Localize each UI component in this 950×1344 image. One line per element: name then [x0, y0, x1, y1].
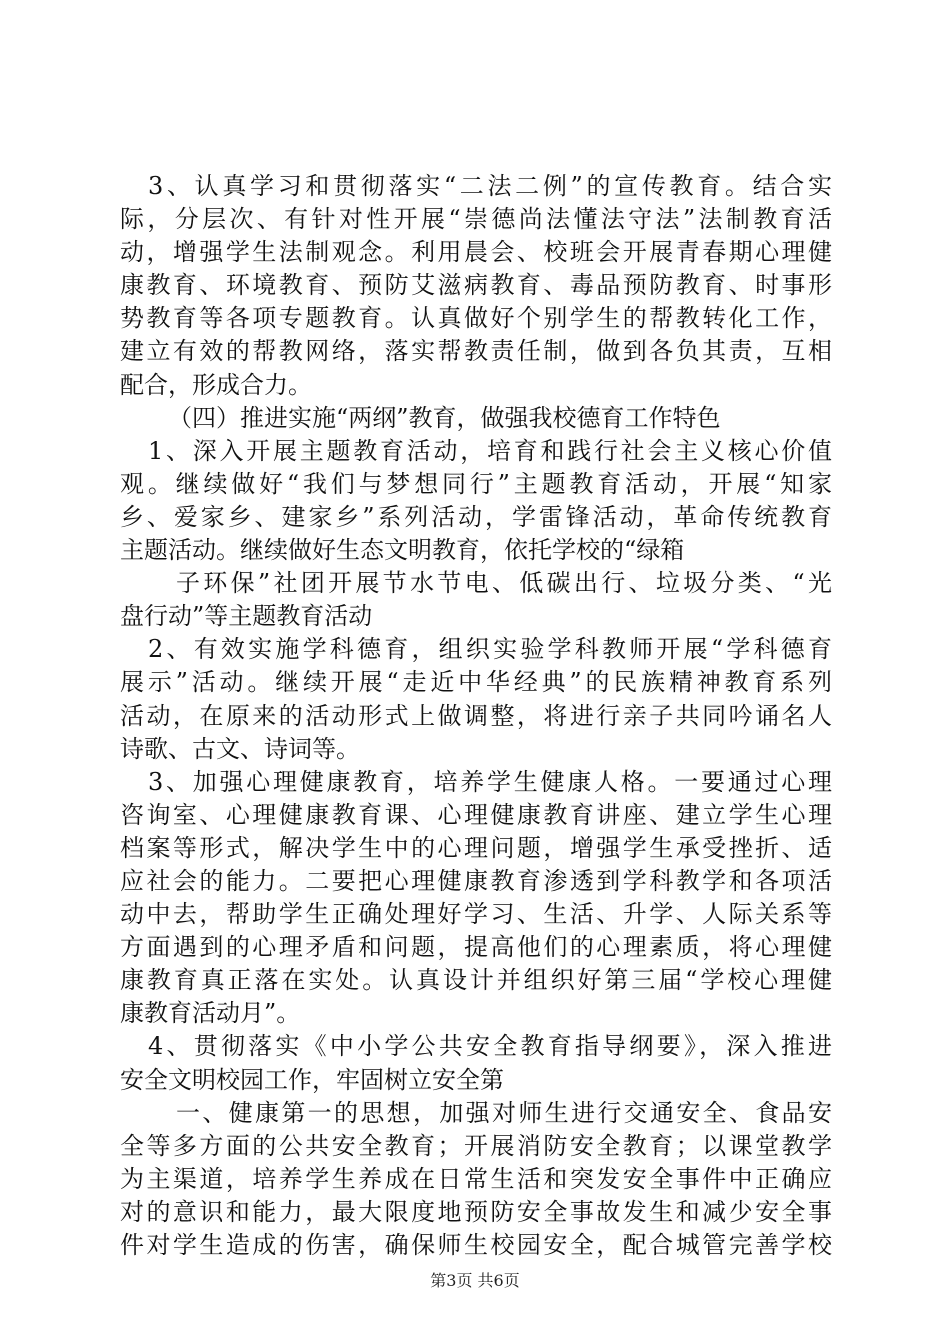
text-line: 展示”活动。继续开展“走近中华经典”的民族精神教育系列 [120, 668, 832, 697]
text-line: 乡、爱家乡、建家乡”系列活动，学雷锋活动，革命传统教育 [120, 502, 832, 531]
text-line: 4、贯彻落实《中小学公共安全教育指导纲要》，深入推进 [148, 1032, 832, 1061]
text-line: 观。继续做好“我们与梦想同行”主题教育活动，开展“知家 [120, 469, 832, 498]
text-line: 3、加强心理健康教育，培养学生健康人格。一要通过心理 [148, 767, 832, 796]
text-line: 活动，在原来的活动形式上做调整，将进行亲子共同吟诵名人 [120, 701, 832, 730]
text-line: 动，增强学生法制观念。利用晨会、校班会开展青春期心理健 [120, 238, 832, 267]
page-footer: 第3页 共6页 [430, 1271, 520, 1290]
text-line: 应社会的能力。二要把心理健康教育渗透到学科教学和各项活 [120, 866, 832, 895]
text-line: 诗歌、古文、诗词等。 [120, 734, 360, 763]
text-line: 为主渠道，培养学生养成在日常生活和突发安全事件中正确应 [120, 1164, 832, 1193]
text-line: 全等多方面的公共安全教育；开展消防安全教育；以课堂教学 [120, 1131, 832, 1160]
text-line: 档案等形式，解决学生中的心理问题，增强学生承受挫折、适 [120, 833, 832, 862]
text-line: 1、深入开展主题教育活动，培育和践行社会主义核心价值 [148, 436, 832, 465]
text-line: 3、认真学习和贯彻落实“二法二例”的宣传教育。结合实 [148, 172, 832, 200]
text-line: 势教育等各项专题教育。认真做好个别学生的帮教转化工作， [120, 304, 832, 333]
text-line: 子环保”社团开展节水节电、低碳出行、垃圾分类、“光 [176, 569, 832, 598]
text-line: 康教育、环境教育、预防艾滋病教育、毒品预防教育、时事形 [120, 271, 832, 300]
text-line: 康教育活动月”。 [120, 999, 301, 1028]
text-line: 一、健康第一的思想，加强对师生进行交通安全、食品安 [176, 1098, 832, 1127]
text-line: 2、有效实施学科德育，组织实验学科教师开展“学科德育 [148, 635, 832, 664]
text-line: 对的意识和能力，最大限度地预防安全事故发生和减少安全事 [120, 1197, 832, 1226]
text-line: 建立有效的帮教网络，落实帮教责任制，做到各负其责，互相 [120, 337, 832, 366]
text-line: 咨询室、心理健康教育课、心理健康教育讲座、建立学生心理 [120, 800, 832, 829]
text-line: 件对学生造成的伤害，确保师生校园安全，配合城管完善学校 [120, 1231, 832, 1259]
text-line: 动中去，帮助学生正确处理好学习、生活、升学、人际关系等 [120, 900, 832, 929]
text-line: 康教育真正落在实处。认真设计并组织好第三届“学校心理健 [120, 966, 832, 995]
text-line: 主题活动。继续做好生态文明教育，依托学校的“绿箱 [120, 536, 685, 565]
text-line: 方面遇到的心理矛盾和问题，提高他们的心理素质，将心理健 [120, 933, 832, 962]
text-line: 盘行动”等主题教育活动 [120, 602, 373, 631]
text-line: 际，分层次、有针对性开展“崇德尚法懂法守法”法制教育活 [120, 205, 832, 234]
document-body [120, 170, 832, 1262]
text-line: （四）推进实施“两纲”教育，做强我校德育工作特色 [168, 403, 721, 432]
text-line: 安全文明校园工作，牢固树立安全第 [120, 1065, 504, 1094]
text-line: 配合，形成合力。 [120, 370, 312, 399]
